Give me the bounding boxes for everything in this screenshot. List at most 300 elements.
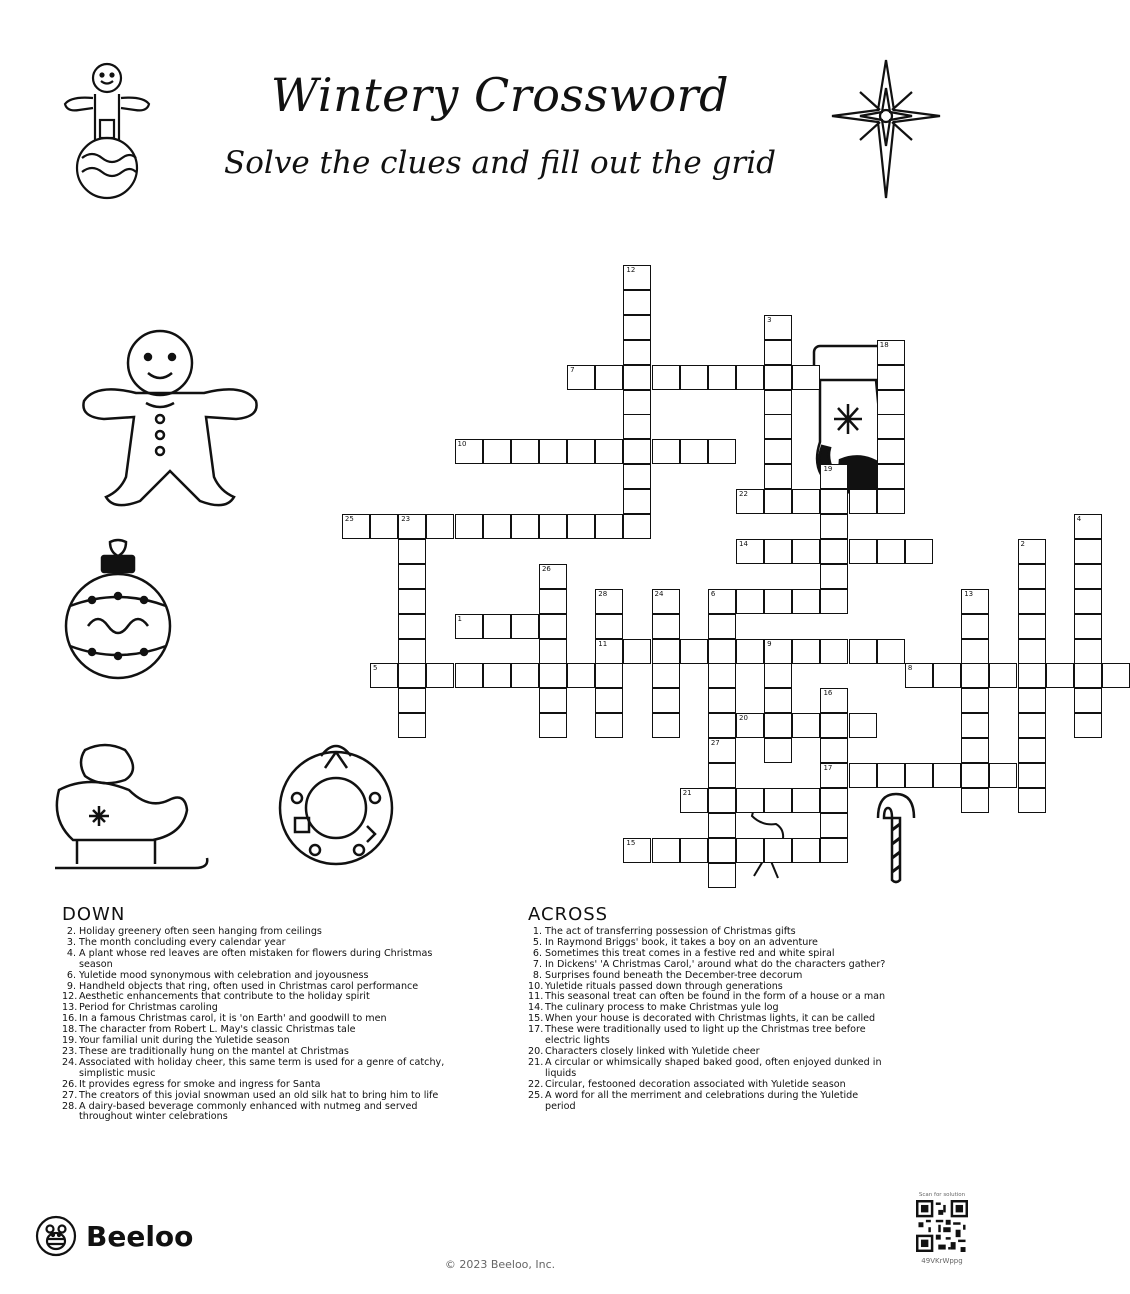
down-clue <box>62 1080 447 1091</box>
grid-cell[interactable] <box>933 763 961 788</box>
grid-cell[interactable] <box>652 713 680 738</box>
cell-number: 5 <box>373 664 378 673</box>
grid-cell[interactable] <box>961 589 989 614</box>
grid-cell[interactable] <box>1018 788 1046 813</box>
clue-number: 24. <box>62 1056 78 1068</box>
across-clue <box>528 960 888 971</box>
grid-cell[interactable] <box>820 489 848 514</box>
down-clue <box>62 1058 447 1080</box>
grid-cell[interactable] <box>708 763 736 788</box>
grid-cell[interactable] <box>708 365 736 390</box>
grid-cell[interactable] <box>652 838 680 863</box>
clue-text: A dairy-based beverage commonly enhanced with nutmeg and served throughout winter celebrations <box>79 1100 418 1123</box>
page-title: Wintery Crossword <box>270 68 730 122</box>
cell-number: 18 <box>879 340 889 349</box>
clue-number: 12. <box>62 991 78 1003</box>
cell-number: 28 <box>598 589 608 598</box>
clue-number: 8. <box>532 969 542 981</box>
grid-cell[interactable] <box>764 539 792 564</box>
grid-cell[interactable] <box>511 614 539 639</box>
across-clue <box>528 1058 888 1080</box>
grid-cell[interactable] <box>989 763 1017 788</box>
clue-text: Surprises found beneath the December-tree decorum <box>545 969 803 981</box>
grid-cell[interactable] <box>623 265 651 290</box>
grid-cell[interactable] <box>398 589 426 614</box>
grid-cell[interactable] <box>652 589 680 614</box>
grid-cell[interactable] <box>961 688 989 713</box>
grid-cell[interactable] <box>1074 713 1102 738</box>
clue-number: 3. <box>66 936 76 948</box>
grid-cell[interactable] <box>595 365 623 390</box>
grid-cell[interactable] <box>708 863 736 888</box>
copyright: © 2023 Beeloo, Inc. <box>444 1258 556 1271</box>
grid-cell[interactable] <box>1018 663 1046 688</box>
clue-text: Characters closely linked with Yuletide cheer <box>545 1045 760 1057</box>
grid-cell[interactable] <box>792 788 820 813</box>
cell-number: 21 <box>682 788 692 797</box>
brand-name: Beeloo <box>86 1219 194 1253</box>
grid-cell[interactable] <box>820 788 848 813</box>
cell-number: 4 <box>1076 515 1082 523</box>
grid-cell[interactable] <box>680 838 708 863</box>
grid-cell[interactable] <box>877 489 905 514</box>
grid-cell[interactable] <box>595 514 623 539</box>
cell-number: 20 <box>739 714 748 723</box>
cell-number: 10 <box>457 440 467 449</box>
grid-cell[interactable] <box>370 663 398 688</box>
qr-code-icon <box>916 1200 968 1252</box>
grid-cell[interactable] <box>792 838 820 863</box>
grid-cell[interactable] <box>708 589 736 614</box>
grid-cell[interactable] <box>708 788 736 813</box>
grid-cell[interactable] <box>877 639 905 664</box>
grid-cell[interactable] <box>539 589 567 614</box>
grid-cell[interactable] <box>961 788 989 813</box>
grid-cell[interactable] <box>708 439 736 464</box>
clue-text: Holiday greenery often seen hanging from ceilings <box>79 926 322 937</box>
grid-cell[interactable] <box>764 738 792 763</box>
grid-cell[interactable] <box>539 688 567 713</box>
grid-cell[interactable] <box>511 663 539 688</box>
grid-cell[interactable] <box>1018 564 1046 589</box>
grid-cell[interactable] <box>820 713 848 738</box>
grid-cell[interactable] <box>764 340 792 365</box>
grid-cell[interactable] <box>1074 688 1102 713</box>
grid-cell[interactable] <box>595 589 623 614</box>
grid-cell[interactable] <box>1074 663 1102 688</box>
grid-cell[interactable] <box>877 365 905 390</box>
grid-cell[interactable] <box>398 688 426 713</box>
grid-cell[interactable] <box>905 539 933 564</box>
grid-cell[interactable] <box>1074 614 1102 639</box>
grid-cell[interactable] <box>792 365 820 390</box>
grid-cell[interactable] <box>1074 564 1102 589</box>
grid-cell[interactable] <box>680 365 708 390</box>
grid-cell[interactable] <box>652 365 680 390</box>
grid-cell[interactable] <box>652 688 680 713</box>
grid-cell[interactable] <box>961 614 989 639</box>
grid-cell[interactable] <box>961 713 989 738</box>
clue-text: When your house is decorated with Christmas lights, it can be called <box>545 1013 876 1025</box>
grid-cell[interactable] <box>511 439 539 464</box>
grid-cell[interactable] <box>623 464 651 489</box>
grid-cell[interactable] <box>736 489 764 514</box>
clue-number: 22. <box>528 1078 544 1090</box>
grid-cell[interactable] <box>764 414 792 439</box>
clue-number: 7. <box>532 958 542 970</box>
grid-cell[interactable] <box>820 763 848 788</box>
grid-cell[interactable] <box>989 663 1017 688</box>
grid-cell[interactable] <box>426 663 454 688</box>
across-clue <box>528 1025 888 1047</box>
grid-cell[interactable] <box>680 639 708 664</box>
grid-cell[interactable] <box>567 439 595 464</box>
grid-cell[interactable] <box>595 439 623 464</box>
grid-cell[interactable] <box>623 489 651 514</box>
clue-text: In Raymond Briggs' book, it takes a boy on an adventure <box>545 936 818 948</box>
grid-cell[interactable] <box>1018 763 1046 788</box>
grid-cell[interactable] <box>623 439 651 464</box>
grid-cell[interactable] <box>961 763 989 788</box>
grid-cell[interactable] <box>961 738 989 763</box>
grid-cell[interactable] <box>764 464 792 489</box>
grid-cell[interactable] <box>539 564 567 589</box>
grid-cell[interactable] <box>623 414 651 439</box>
grid-cell[interactable] <box>1018 713 1046 738</box>
down-clue <box>62 1102 447 1124</box>
clue-text: Your familial unit during the Yuletide season <box>79 1035 290 1047</box>
cell-number: 3 <box>767 315 772 324</box>
grid-cell[interactable] <box>539 614 567 639</box>
across-clue <box>528 1091 888 1113</box>
clue-number: 19. <box>62 1035 78 1047</box>
grid-cell[interactable] <box>708 813 736 838</box>
clue-number: 6. <box>532 947 542 959</box>
brand-logo <box>34 1214 193 1258</box>
grid-cell[interactable] <box>792 589 820 614</box>
grid-cell[interactable] <box>820 564 848 589</box>
cell-number: 6 <box>710 589 716 598</box>
cell-number: 11 <box>598 639 608 648</box>
clue-text: A plant whose red leaves are often mistaken for flowers during Christmas season <box>79 947 433 970</box>
down-clues <box>62 905 447 1123</box>
grid-cell[interactable] <box>708 639 736 664</box>
clue-number: 27. <box>62 1089 78 1101</box>
grid-cell[interactable] <box>539 639 567 664</box>
grid-cell[interactable] <box>1074 639 1102 664</box>
grid-cell[interactable] <box>623 838 651 863</box>
grid-cell[interactable] <box>567 663 595 688</box>
grid-cell[interactable] <box>511 514 539 539</box>
clue-number: 18. <box>62 1024 78 1036</box>
grid-cell[interactable] <box>652 663 680 688</box>
grid-cell[interactable] <box>342 514 370 539</box>
grid-cell[interactable] <box>820 813 848 838</box>
grid-cell[interactable] <box>398 639 426 664</box>
grid-cell[interactable] <box>764 788 792 813</box>
grid-cell[interactable] <box>567 514 595 539</box>
cell-number: 25 <box>344 515 354 523</box>
grid-cell[interactable] <box>539 713 567 738</box>
across-heading: ACROSS <box>528 904 609 925</box>
grid-cell[interactable] <box>398 614 426 639</box>
clue-number: 4. <box>66 947 76 959</box>
grid-cell[interactable] <box>820 639 848 664</box>
clue-text: Yuletide mood synonymous with celebration and joyousness <box>79 969 369 981</box>
grid-cell[interactable] <box>736 539 764 564</box>
grid-cell[interactable] <box>483 439 511 464</box>
cell-number: 22 <box>739 490 748 499</box>
clue-text: These are traditionally hung on the mantel at Christmas <box>79 1045 349 1057</box>
grid-cell[interactable] <box>1018 614 1046 639</box>
grid-cell[interactable] <box>708 688 736 713</box>
grid-cell[interactable] <box>877 539 905 564</box>
across-clue <box>528 971 888 982</box>
grid-cell[interactable] <box>623 365 651 390</box>
grid-cell[interactable] <box>623 290 651 315</box>
grid-cell[interactable] <box>736 589 764 614</box>
grid-cell[interactable] <box>483 514 511 539</box>
clue-text: The month concluding every calendar year <box>79 936 286 948</box>
grid-cell[interactable] <box>961 663 989 688</box>
grid-cell[interactable] <box>905 763 933 788</box>
grid-cell[interactable] <box>567 365 595 390</box>
grid-cell[interactable] <box>736 639 764 664</box>
clue-text: The act of transferring possession of Christmas gifts <box>545 926 796 937</box>
grid-cell[interactable] <box>820 838 848 863</box>
clue-number: 20. <box>528 1045 544 1057</box>
grid-cell[interactable] <box>680 788 708 813</box>
clue-text: The culinary process to make Christmas yule log <box>545 1002 779 1014</box>
qr-block <box>914 1192 970 1265</box>
grid-cell[interactable] <box>595 639 623 664</box>
grid-cell[interactable] <box>820 514 848 539</box>
grid-cell[interactable] <box>820 738 848 763</box>
grid-cell[interactable] <box>595 713 623 738</box>
grid-cell[interactable] <box>1102 663 1130 688</box>
grid-cell[interactable] <box>820 464 848 489</box>
grid-cell[interactable] <box>595 663 623 688</box>
qr-code-label: 49VKrWppg <box>921 1257 963 1265</box>
clue-text: A word for all the merriment and celebrations during the Yuletide period <box>545 1089 859 1112</box>
grid-cell[interactable] <box>736 788 764 813</box>
grid-cell[interactable] <box>849 639 877 664</box>
grid-cell[interactable] <box>483 614 511 639</box>
grid-cell[interactable] <box>623 639 651 664</box>
grid-cell[interactable] <box>764 439 792 464</box>
clue-number: 10. <box>528 980 544 992</box>
cell-number: 26 <box>541 564 551 573</box>
clue-text: Handheld objects that ring, often used in Christmas carol performance <box>79 980 419 992</box>
down-clue <box>62 1091 447 1102</box>
grid-cell[interactable] <box>764 663 792 688</box>
grid-cell[interactable] <box>764 390 792 415</box>
clue-number: 26. <box>62 1078 78 1090</box>
clue-number: 16. <box>62 1013 78 1025</box>
grid-cell[interactable] <box>455 514 483 539</box>
clue-number: 2. <box>66 926 76 937</box>
clue-number: 28. <box>62 1100 78 1112</box>
grid-cell[interactable] <box>398 539 426 564</box>
across-clue <box>528 1080 888 1091</box>
grid-cell[interactable] <box>877 439 905 464</box>
cell-number: 9 <box>767 639 772 648</box>
grid-cell[interactable] <box>764 589 792 614</box>
grid-cell[interactable] <box>764 315 792 340</box>
cell-number: 24 <box>654 589 664 598</box>
cell-number: 15 <box>626 838 636 847</box>
grid-cell[interactable] <box>849 713 877 738</box>
clue-text: Sometimes this treat comes in a festive red and white spiral <box>545 947 835 959</box>
grid-cell[interactable] <box>764 713 792 738</box>
grid-cell[interactable] <box>455 439 483 464</box>
grid-cell[interactable] <box>483 663 511 688</box>
clue-text: The creators of this jovial snowman used an old silk hat to bring him to life <box>79 1089 439 1101</box>
grid-cell[interactable] <box>849 763 877 788</box>
grid-cell[interactable] <box>792 489 820 514</box>
cell-number: 7 <box>570 365 575 374</box>
grid-cell[interactable] <box>1074 514 1102 539</box>
cell-number: 8 <box>907 664 913 673</box>
grid-cell[interactable] <box>398 564 426 589</box>
cell-number: 27 <box>710 739 720 748</box>
grid-cell[interactable] <box>877 340 905 365</box>
clue-number: 13. <box>62 1002 78 1014</box>
cell-number: 19 <box>823 465 833 474</box>
down-clue <box>62 971 447 982</box>
grid-cell[interactable] <box>623 390 651 415</box>
grid-cell[interactable] <box>398 713 426 738</box>
grid-cell[interactable] <box>595 688 623 713</box>
cell-number: 13 <box>964 589 974 598</box>
grid-cell[interactable] <box>708 663 736 688</box>
grid-cell[interactable] <box>764 489 792 514</box>
cell-number: 14 <box>739 539 748 548</box>
grid-cell[interactable] <box>792 539 820 564</box>
down-heading: DOWN <box>62 904 126 925</box>
grid-cell[interactable] <box>623 315 651 340</box>
clue-number: 21. <box>528 1056 544 1068</box>
clue-number: 5. <box>532 936 542 948</box>
grid-cell[interactable] <box>426 514 454 539</box>
grid-cell[interactable] <box>370 514 398 539</box>
grid-cell[interactable] <box>708 738 736 763</box>
grid-cell[interactable] <box>623 340 651 365</box>
grid-cell[interactable] <box>877 763 905 788</box>
cell-number: 16 <box>823 689 833 698</box>
grid-cell[interactable] <box>820 688 848 713</box>
grid-cell[interactable] <box>933 663 961 688</box>
grid-cell[interactable] <box>1018 688 1046 713</box>
clue-number: 25. <box>528 1089 544 1101</box>
grid-cell[interactable] <box>736 713 764 738</box>
clue-number: 6. <box>66 969 76 981</box>
clue-number: 14. <box>528 1002 544 1014</box>
clue-number: 23. <box>62 1045 78 1057</box>
qr-caption: Scan for solution <box>918 1192 966 1198</box>
clue-text: It provides egress for smoke and ingress for Santa <box>79 1078 321 1090</box>
clue-text: Aesthetic enhancements that contribute to the holiday spirit <box>79 991 370 1003</box>
grid-cell[interactable] <box>764 838 792 863</box>
cell-number: 17 <box>823 764 833 772</box>
grid-cell[interactable] <box>398 663 426 688</box>
grid-cell[interactable] <box>792 713 820 738</box>
clue-text: Associated with holiday cheer, this same term is used for a genre of catchy, simplistic music <box>79 1056 445 1079</box>
clue-text: The character from Robert L. May's classic Christmas tale <box>79 1024 356 1036</box>
grid-cell[interactable] <box>398 514 426 539</box>
clue-number: 9. <box>66 980 76 992</box>
grid-cell[interactable] <box>820 589 848 614</box>
grid-cell[interactable] <box>849 489 877 514</box>
clue-number: 1. <box>532 926 542 937</box>
grid-cell[interactable] <box>539 514 567 539</box>
clue-number: 15. <box>528 1013 544 1025</box>
clue-text: In Dickens' 'A Christmas Carol,' around what do the characters gather? <box>545 958 886 970</box>
grid-cell[interactable] <box>1046 663 1074 688</box>
page-subtitle: Solve the clues and fill out the grid <box>224 145 776 181</box>
grid-cell[interactable] <box>455 663 483 688</box>
grid-cell[interactable] <box>764 365 792 390</box>
cell-number: 2 <box>1020 539 1025 548</box>
grid-cell[interactable] <box>849 539 877 564</box>
cell-number: 1 <box>457 614 462 623</box>
grid-cell[interactable] <box>1074 589 1102 614</box>
clue-number: 11. <box>528 991 544 1003</box>
down-clue <box>62 949 447 971</box>
grid-cell[interactable] <box>652 439 680 464</box>
grid-cell[interactable] <box>820 539 848 564</box>
clue-text: These were traditionally used to light up the Christmas tree before electric lights <box>545 1024 866 1047</box>
grid-cell[interactable] <box>539 439 567 464</box>
clue-text: In a famous Christmas carol, it is 'on Earth' and goodwill to men <box>79 1013 387 1025</box>
grid-cell[interactable] <box>736 838 764 863</box>
grid-cell[interactable] <box>764 639 792 664</box>
grid-cell[interactable] <box>652 639 680 664</box>
grid-cell[interactable] <box>1018 589 1046 614</box>
clue-text: Period for Christmas caroling <box>79 1002 218 1014</box>
clue-number: 17. <box>528 1024 544 1036</box>
bee-icon <box>34 1214 78 1258</box>
grid-cell[interactable] <box>1074 539 1102 564</box>
grid-cell[interactable] <box>877 414 905 439</box>
grid-cell[interactable] <box>736 365 764 390</box>
clue-text: A circular or whimsically shaped baked good, often enjoyed dunked in liquids <box>545 1056 882 1079</box>
cell-number: 12 <box>626 266 636 274</box>
grid-cell[interactable] <box>877 464 905 489</box>
grid-cell[interactable] <box>455 614 483 639</box>
clue-text: Yuletide rituals passed down through generations <box>545 980 783 992</box>
grid-cell[interactable] <box>708 713 736 738</box>
grid-cell[interactable] <box>623 514 651 539</box>
clue-text: This seasonal treat can often be found in the form of a house or a man <box>545 991 886 1003</box>
across-clues <box>528 905 888 1112</box>
grid-cell[interactable] <box>708 614 736 639</box>
grid-cell[interactable] <box>792 639 820 664</box>
grid-cell[interactable] <box>1018 738 1046 763</box>
grid-cell[interactable] <box>905 663 933 688</box>
grid-cell[interactable] <box>1018 539 1046 564</box>
grid-cell[interactable] <box>961 639 989 664</box>
grid-cell[interactable] <box>539 663 567 688</box>
grid-cell[interactable] <box>877 390 905 415</box>
grid-cell[interactable] <box>764 688 792 713</box>
grid-cell[interactable] <box>595 614 623 639</box>
grid-cell[interactable] <box>1018 639 1046 664</box>
grid-cell[interactable] <box>652 614 680 639</box>
grid-cell[interactable] <box>708 838 736 863</box>
grid-cell[interactable] <box>680 439 708 464</box>
clue-text: Circular, festooned decoration associated with Yuletide season <box>545 1078 846 1090</box>
